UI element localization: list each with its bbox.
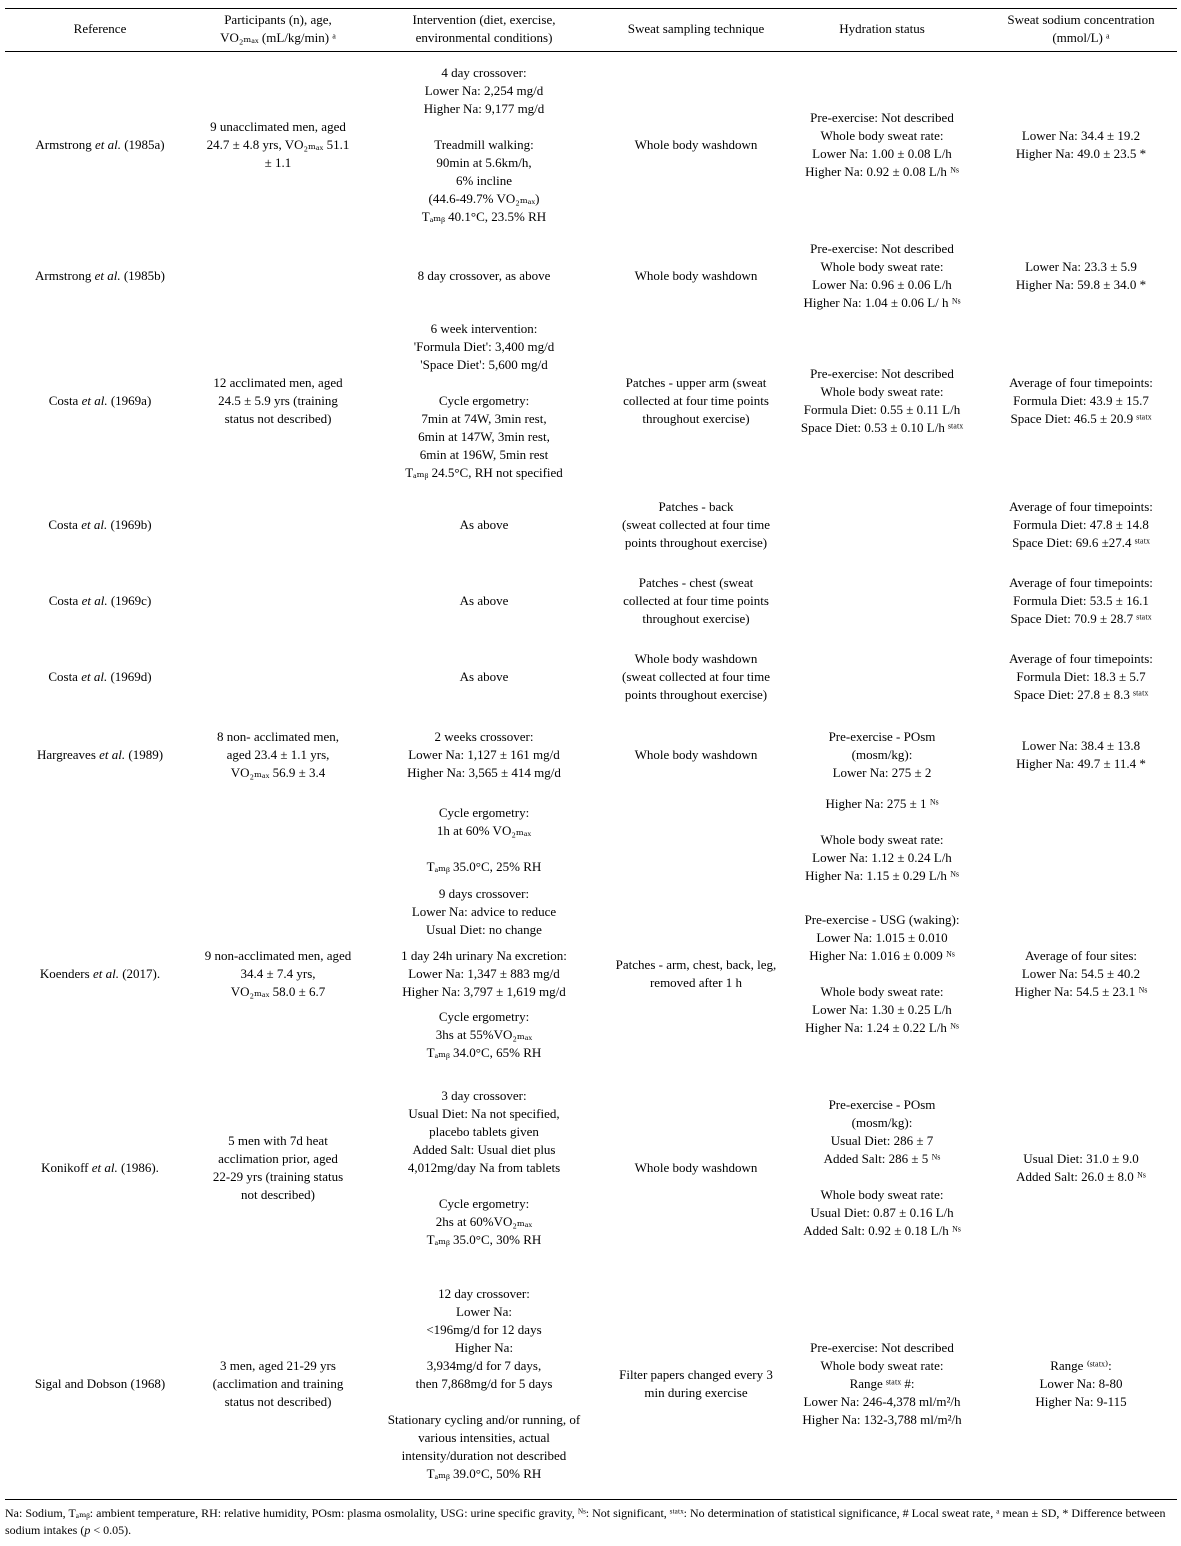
cell-line: Cycle ergometry: [438, 393, 530, 408]
hydration-cell [787, 795, 977, 885]
cell-line: Lower Na: 38.4 ± 13.8 [1021, 738, 1141, 753]
cell-line: 22-29 yrs (training status [212, 1169, 344, 1184]
reference-text: Sigal and Dobson (1968) [34, 1376, 166, 1391]
cell-line: Average of four sites: [1024, 947, 1138, 963]
cell-line: 34.4 ± 7.4 yrs, [240, 965, 316, 981]
cell-line: Higher Na: 49.0 ± 23.5 * [1015, 145, 1147, 161]
reference-text: Armstrong et al. (1985b) [34, 268, 165, 283]
cell-line: Pre-exercise: Not described [810, 1340, 954, 1355]
cell-line: 2 weeks crossover: [434, 729, 534, 744]
cell-line: Usual Diet: 31.0 ± 9.0 [1023, 1151, 1139, 1166]
cell-line: Space Diet: 27.8 ± 8.3 ˢᵗᵃᵗˣ [1013, 687, 1149, 702]
cell-line: (mosm/kg): [851, 1115, 913, 1130]
cell-line: (acclimation and training [212, 1376, 344, 1391]
cell-line: Lower Na: 1.12 ± 0.24 L/h [812, 850, 952, 865]
cell-line: Stationary cycling and/or running, of [387, 1412, 581, 1427]
intervention-cell [373, 1274, 595, 1494]
cell-line: Sweat sodium concentration [1007, 12, 1155, 27]
sampling-cell [603, 563, 789, 639]
cell-line: (sweat collected at four time [622, 669, 770, 684]
cell-line: Patches - back [658, 499, 734, 514]
hydration-cell [787, 715, 977, 795]
cell-line: Higher Na: 275 ± 1 ᴺˢ [825, 796, 939, 811]
cell-line: Added Salt: 26.0 ± 8.0 ᴺˢ [1016, 1169, 1146, 1184]
cell-line: aged 23.4 ± 1.1 yrs, [226, 747, 330, 762]
hydration-cell [787, 315, 977, 487]
cell-line: then 7,868mg/d for 5 days [415, 1376, 553, 1391]
cell-line: not described) [240, 1187, 315, 1202]
reference-text: Costa et al. (1969c) [48, 593, 152, 608]
intervention-cell [373, 795, 595, 885]
cell-line: various intensities, actual [418, 1430, 550, 1445]
sodium-cell [985, 885, 1177, 1062]
reference-cell [5, 885, 195, 1062]
reference-text: Costa et al. (1969a) [48, 393, 152, 408]
cell-line: Formula Diet: 43.9 ± 15.7 [1013, 393, 1149, 408]
header-sampling-cell [603, 8, 789, 50]
cell-line: Pre-exercise: Not described [810, 366, 954, 381]
cell-line: Average of four timepoints: [1009, 651, 1153, 666]
participants-cell [188, 52, 368, 237]
sampling-cell [603, 795, 789, 885]
cell-line: As above [459, 593, 509, 608]
cell-line: Higher Na: 1.24 ± 0.22 L/h ᴺˢ [805, 1019, 959, 1035]
hydration-cell [787, 639, 977, 715]
sodium-cell [985, 487, 1177, 563]
intervention-cell [373, 52, 595, 237]
cell-line: environmental conditions) [415, 30, 553, 45]
cell-line: Patches - arm, chest, back, leg, [615, 956, 777, 972]
cell-line: Higher Na: 1.04 ± 0.06 L/ h ᴺˢ [803, 295, 961, 310]
reference-cell [5, 237, 195, 315]
cell-line: Pre-exercise - POsm [828, 1097, 936, 1112]
cell-line: 1 day 24h urinary Na excretion: [401, 947, 567, 963]
cell-line: Whole body sweat rate: [820, 1358, 944, 1373]
cell-line: 'Space Diet': 5,600 mg/d [420, 357, 548, 372]
cell-line: Pre-exercise: Not described [810, 109, 954, 125]
cell-line: Whole body washdown [634, 268, 758, 283]
sampling-cell [603, 237, 789, 315]
cell-line: Higher Na: 1.15 ± 0.29 L/h ᴺˢ [805, 868, 959, 883]
cell-line: 5 men with 7d heat [228, 1133, 328, 1148]
cell-line: Whole body washdown [634, 136, 758, 152]
cell-line: Lower Na: 2,254 mg/d [424, 82, 544, 98]
cell-line: Higher Na: 9-115 [1035, 1394, 1127, 1409]
cell-line: points throughout exercise) [624, 535, 768, 550]
cell-line: Patches - upper arm (sweat [625, 375, 767, 390]
header-hydration-cell [787, 8, 977, 50]
participants-cell [188, 563, 368, 639]
participants-cell [188, 487, 368, 563]
sampling-cell [603, 52, 789, 237]
intervention-cell [373, 1062, 595, 1274]
cell-line: Participants (n), age, [224, 12, 332, 27]
reference-text: Hargreaves et al. (1989) [36, 747, 164, 762]
cell-line: 24.7 ± 4.8 yrs, VO₂ₘₐₓ 51.1 [206, 136, 350, 152]
cell-line: (mmol/L) ᵃ [1052, 30, 1110, 45]
cell-line: 4 day crossover: [441, 64, 527, 80]
cell-line: Average of four timepoints: [1009, 375, 1153, 390]
cell-line: Pre-exercise - USG (waking): [804, 911, 960, 927]
cell-line: VO₂ₘₐₓ 58.0 ± 6.7 [230, 983, 326, 999]
cell-line: Tₐₘᵦ 40.1°C, 23.5% RH [421, 208, 547, 224]
cell-line: status not described) [224, 1394, 332, 1409]
header-intervention-cell [373, 8, 595, 50]
cell-line: collected at four time points [623, 393, 769, 408]
cell-line: 9 unacclimated men, aged [210, 118, 346, 134]
cell-line: Space Diet: 69.6 ±27.4 ˢᵗᵃᵗˣ [1012, 535, 1150, 550]
intervention-cell [373, 639, 595, 715]
cell-line: 4,012mg/day Na from tablets [407, 1160, 561, 1175]
participants-cell [188, 639, 368, 715]
cell-line: Higher Na: 132-3,788 ml/m²/h [802, 1412, 962, 1427]
cell-line: Pre-exercise - POsm [828, 729, 936, 744]
cell-line: points throughout exercise) [624, 687, 768, 702]
cell-line: throughout exercise) [642, 611, 750, 626]
cell-line: Higher Na: 3,565 ± 414 mg/d [407, 765, 561, 780]
cell-line: Tₐₘᵦ 24.5°C, RH not specified [405, 465, 563, 480]
cell-line: Range ⁽ˢᵗᵃᵗˣ⁾: [1050, 1358, 1112, 1373]
cell-line: Intervention (diet, exercise, [412, 12, 556, 27]
cell-line: 6min at 147W, 3min rest, [418, 429, 550, 444]
reference-cell [5, 315, 195, 487]
cell-line: Filter papers changed every 3 [619, 1367, 773, 1382]
cell-line: Whole body sweat rate: [820, 832, 944, 847]
cell-line: (44.6-49.7% VO₂ₘₐₓ) [428, 190, 540, 206]
cell-line: Whole body sweat rate: [820, 983, 944, 999]
cell-line: Higher Na: 59.8 ± 34.0 * [1015, 277, 1147, 292]
cell-line: Higher Na: 3,797 ± 1,619 mg/d [402, 983, 566, 999]
cell-line: VO₂ₘₐₓ (mL/kg/min) ᵃ [220, 30, 336, 45]
cell-line: Lower Na: 0.96 ± 0.06 L/h [812, 277, 952, 292]
hydration-cell [787, 563, 977, 639]
cell-line: status not described) [224, 411, 332, 426]
hydration-cell [787, 1274, 977, 1494]
hydration-cell [787, 52, 977, 237]
cell-line: Cycle ergometry: [438, 805, 530, 820]
cell-line: 12 acclimated men, aged [213, 375, 343, 390]
cell-line: 9 non-acclimated men, aged [204, 947, 352, 963]
cell-line: removed after 1 h [649, 974, 743, 990]
cell-line: Lower Na: 1,127 ± 161 mg/d [408, 747, 560, 762]
cell-line: 'Formula Diet': 3,400 mg/d [413, 339, 555, 354]
reference-cell [5, 715, 195, 795]
cell-line: min during exercise [644, 1385, 748, 1400]
cell-line: Higher Na: [454, 1340, 514, 1355]
participants-cell [188, 885, 368, 1062]
cell-line: <196mg/d for 12 days [426, 1322, 542, 1337]
cell-line: throughout exercise) [642, 411, 750, 426]
cell-line: Cycle ergometry: [438, 1196, 530, 1211]
cell-line: Usual Diet: no change [426, 922, 542, 937]
cell-line: Tₐₘᵦ 35.0°C, 25% RH [426, 859, 542, 874]
participants-cell [188, 315, 368, 487]
cell-line: 2hs at 60%VO₂ₘₐₓ [435, 1214, 533, 1229]
header-participants-cell [188, 8, 368, 50]
cell-line: placebo tablets given [429, 1124, 539, 1139]
cell-line: Lower Na: 1,347 ± 883 mg/d [408, 965, 560, 981]
cell-line: Space Diet: 46.5 ± 20.9 ˢᵗᵃᵗˣ [1010, 411, 1152, 426]
cell-line: Lower Na: 34.4 ± 19.2 [1021, 127, 1141, 143]
cell-line: Lower Na: 246-4,378 ml/m²/h [803, 1394, 961, 1409]
intervention-cell [373, 885, 595, 1062]
sodium-cell [985, 1062, 1177, 1274]
cell-line: Added Salt: 286 ± 5 ᴺˢ [823, 1151, 941, 1166]
cell-line: Patches - chest (sweat [638, 575, 754, 590]
cell-line: 8 non- acclimated men, [216, 729, 339, 744]
cell-line: Lower Na: [456, 1304, 512, 1319]
cell-line: Higher Na: 9,177 mg/d [423, 100, 545, 116]
cell-line: 3 day crossover: [441, 1088, 527, 1103]
cell-line: (sweat collected at four time [622, 517, 770, 532]
sodium-cell [985, 52, 1177, 237]
reference-cell [5, 563, 195, 639]
reference-cell [5, 1062, 195, 1274]
intervention-cell [373, 487, 595, 563]
cell-line: Usual Diet: 0.87 ± 0.16 L/h [810, 1205, 954, 1220]
sodium-cell [985, 1274, 1177, 1494]
cell-line: Formula Diet: 18.3 ± 5.7 [1016, 669, 1146, 684]
sodium-cell [985, 563, 1177, 639]
reference-cell [5, 1274, 195, 1494]
cell-line: Range ˢᵗᵃᵗˣ #: [849, 1376, 915, 1391]
cell-line: 12 day crossover: [438, 1286, 530, 1301]
cell-line: Lower Na: 23.3 ± 5.9 [1025, 259, 1137, 274]
cell-line: Treadmill walking: [434, 136, 534, 152]
sodium-cell [985, 715, 1177, 795]
reference-text: Armstrong et al. (1985a) [35, 136, 165, 152]
reference-cell [5, 487, 195, 563]
reference-text: Koenders et al. (2017). [39, 965, 161, 981]
cell-line: Space Diet: 70.9 ± 28.7 ˢᵗᵃᵗˣ [1010, 611, 1152, 626]
cell-line: Higher Na: 54.5 ± 23.1 ᴺˢ [1014, 983, 1148, 999]
cell-line: intensity/duration not described [401, 1448, 567, 1463]
cell-line: 24.5 ± 5.9 yrs (training [218, 393, 338, 408]
cell-line: Formula Diet: 47.8 ± 14.8 [1013, 517, 1149, 532]
header-reference-cell [5, 8, 195, 50]
cell-line: Hydration status [839, 21, 925, 36]
cell-line: Sweat sampling technique [627, 21, 765, 36]
cell-line: Whole body washdown [634, 747, 758, 762]
cell-line: Whole body sweat rate: [820, 259, 944, 274]
cell-line: Space Diet: 0.53 ± 0.10 L/h ˢᵗᵃᵗˣ [800, 420, 964, 435]
cell-line: Average of four timepoints: [1009, 499, 1153, 514]
cell-line: As above [459, 517, 509, 532]
sampling-cell [603, 1062, 789, 1274]
table-footnote: Na: Sodium, Tₐₘᵦ: ambient temperature, RH: relative humidity, POsm: plasma osmolality, USG: urine specific gravity, ᴺˢ: Not significant, ˢᵗᵃᵗˣ: No determination of statistical significance, # Local sweat rate, ᵃ mean ± SD, * Difference between sodium intakes (p < 0.05). [5, 1506, 1166, 1537]
intervention-cell [373, 237, 595, 315]
cell-line: Whole body sweat rate: [820, 1187, 944, 1202]
participants-cell [188, 715, 368, 795]
cell-line: Usual Diet: Na not specified, [408, 1106, 560, 1121]
participants-cell [188, 237, 368, 315]
cell-line: Lower Na: 275 ± 2 [832, 765, 932, 780]
data-table [5, 8, 1177, 1500]
cell-line: Reference [73, 21, 127, 36]
hydration-cell [787, 237, 977, 315]
cell-line: 8 day crossover, as above [417, 268, 551, 283]
cell-line: Lower Na: 1.015 ± 0.010 [816, 929, 948, 945]
cell-line: Whole body washdown [634, 651, 758, 666]
cell-line: 1h at 60% VO₂ₘₐₓ [436, 823, 532, 838]
intervention-cell [373, 715, 595, 795]
cell-line: collected at four time points [623, 593, 769, 608]
sampling-cell [603, 487, 789, 563]
cell-line: Lower Na: 54.5 ± 40.2 [1021, 965, 1141, 981]
cell-line: Whole body sweat rate: [820, 127, 944, 143]
cell-line: VO₂ₘₐₓ 56.9 ± 3.4 [230, 765, 326, 780]
cell-line: 9 days crossover: [438, 886, 530, 901]
cell-line: 6 week intervention: [430, 321, 538, 336]
sampling-cell [603, 315, 789, 487]
cell-line: Pre-exercise: Not described [810, 241, 954, 256]
cell-line: Whole body washdown [634, 1160, 758, 1175]
cell-line: Average of four timepoints: [1009, 575, 1153, 590]
cell-line: Tₐₘᵦ 34.0°C, 65% RH [426, 1045, 542, 1060]
sampling-cell [603, 639, 789, 715]
cell-line: Tₐₘᵦ 39.0°C, 50% RH [426, 1466, 542, 1481]
hydration-cell [787, 1062, 977, 1274]
cell-line: Lower Na: 8-80 [1039, 1376, 1123, 1391]
sodium-cell [985, 639, 1177, 715]
cell-line: Higher Na: 0.92 ± 0.08 L/h ᴺˢ [805, 163, 959, 179]
sampling-cell [603, 715, 789, 795]
participants-cell [188, 1274, 368, 1494]
cell-line: 3,934mg/d for 7 days, [426, 1358, 542, 1373]
cell-line: Usual Diet: 286 ± 7 [830, 1133, 934, 1148]
hydration-cell [787, 885, 977, 1062]
cell-line: 7min at 74W, 3min rest, [421, 411, 547, 426]
reference-cell [5, 795, 195, 885]
sodium-cell [985, 315, 1177, 487]
cell-line: Lower Na: 1.00 ± 0.08 L/h [812, 145, 952, 161]
cell-line: 90min at 5.6km/h, [436, 154, 532, 170]
reference-cell [5, 52, 195, 237]
reference-text: Costa et al. (1969b) [48, 517, 152, 532]
cell-line: Added Salt: Usual diet plus [412, 1142, 556, 1157]
reference-cell [5, 639, 195, 715]
cell-line: Higher Na: 1.016 ± 0.009 ᴺˢ [809, 947, 955, 963]
cell-line: Formula Diet: 0.55 ± 0.11 L/h [803, 402, 961, 417]
participants-cell [188, 1062, 368, 1274]
cell-line: ± 1.1 [264, 154, 292, 170]
cell-line: 6min at 196W, 5min rest [419, 447, 549, 462]
cell-line: Tₐₘᵦ 35.0°C, 30% RH [426, 1232, 542, 1247]
sampling-cell [603, 885, 789, 1062]
sampling-cell [603, 1274, 789, 1494]
cell-line: 3 men, aged 21-29 yrs [220, 1358, 336, 1373]
participants-cell [188, 795, 368, 885]
header-sodium-cell [985, 8, 1177, 50]
cell-line: Lower Na: 1.30 ± 0.25 L/h [812, 1001, 952, 1017]
cell-line: Higher Na: 49.7 ± 11.4 * [1016, 756, 1146, 771]
cell-line: As above [459, 669, 509, 684]
table-bottom-rule [5, 1499, 1177, 1500]
intervention-cell [373, 563, 595, 639]
hydration-cell [787, 487, 977, 563]
cell-line: Lower Na: advice to reduce [411, 904, 557, 919]
cell-line: Whole body sweat rate: [820, 384, 944, 399]
cell-line: 3hs at 55%VO₂ₘₐₓ [435, 1027, 533, 1042]
cell-line: acclimation prior, aged [218, 1151, 338, 1166]
reference-text: Costa et al. (1969d) [48, 669, 152, 684]
sodium-cell [985, 795, 1177, 885]
cell-line: Cycle ergometry: [438, 1009, 530, 1024]
reference-text: Konikoff et al. (1986). [41, 1160, 159, 1175]
sodium-cell [985, 237, 1177, 315]
cell-line: (mosm/kg): [851, 747, 913, 762]
cell-line: Added Salt: 0.92 ± 0.18 L/h ᴺˢ [803, 1223, 961, 1238]
cell-line: Formula Diet: 53.5 ± 16.1 [1013, 593, 1149, 608]
intervention-cell [373, 315, 595, 487]
cell-line: 6% incline [456, 172, 512, 188]
